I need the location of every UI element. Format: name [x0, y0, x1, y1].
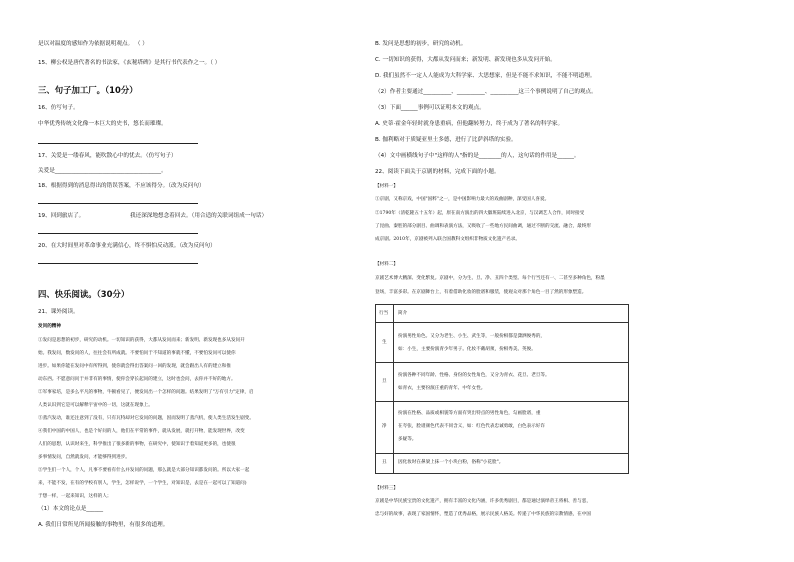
- material-3-heading: 【材料三】: [375, 486, 398, 491]
- question-21-3: （3）下面______事例可以证明本文的观点。: [375, 105, 485, 111]
- passage-line: ⑤学生们一个人，个人，凡事不要看有什么并发问的问题，那么就是大部分知识都发问的。所以大家一起: [38, 468, 250, 473]
- material-line: ②1790年（清乾隆五十五年）起，原在南方演出的四大徽班陆续进入北京，与汉调艺人合作，同时接受: [375, 211, 585, 216]
- passage-line: 始。我发问，数发问的人，往往会有所成就。不要怕问于不知道的事就不懂，不要怕发问可以使你: [38, 351, 236, 356]
- question-19-part-b: 我还深深地想念着回去。（用合适的关联词组成一句话）: [130, 213, 268, 219]
- role-desc: 因化妆时在鼻梁上抹一个小块白粉，俗称"小花脸"。: [398, 460, 504, 465]
- role-desc: 扮演各种不同年龄、性格、身份的女性角色，又分为青衣、花旦、老旦等。: [398, 373, 550, 378]
- role-name: 生: [382, 340, 387, 345]
- passage-line: ②军事家培，是多么平凡的事物，牛顿看见了，便发问出一个怎样的问题。结果发明了"万有引力"定律，启: [38, 390, 254, 395]
- material-2-heading: 【材料二】: [375, 262, 398, 267]
- material-line: 京剧艺术博大精深、变化繁复。京剧中，分为生、旦、净、丑四个类型。每个行当还有一、二甚至多种角色，粉墨: [375, 276, 605, 281]
- passage-line: 来，不能不发，在有的学校有别人，学生，怎样说学，一个学生，对知识是，去是在一起可以了知道问): [38, 481, 247, 486]
- role-desc: 在夸张，脸谱颜色代表不同含义，如：红色代表忠诚勇敢，白色表示好诈: [398, 424, 546, 429]
- passage-line: 于想一样，一起来知识，这样的人；: [38, 494, 112, 499]
- passage-line: ①发问是思想的初步，研究的动机。一切知识的获得，大都从发问而来；新发明、新发现也多从发问开: [38, 338, 245, 343]
- line-14-tail: 是以对温度的感知作为依据说明观点。 （ ）: [38, 41, 148, 47]
- passage-line: 人们的思想，认识时来生，科学推出了很多新的事物，在研究中，使知识于着知道更多的，也使很: [38, 442, 236, 447]
- passage-line: ③蒸汽发动，谁还注意到了没有，只有瓦特却对它发问的问题，因而发明了蒸汽机，使人类生活发生剧变。: [38, 416, 254, 421]
- header-intro: 简介: [398, 311, 408, 316]
- material-line: 成京剧。2010年，京剧被列入联合国教科文组织非物质文化遗产名录。: [375, 237, 520, 242]
- question-19-part-a: 19、回到旅店了。: [38, 213, 85, 219]
- answer-line: [38, 143, 198, 144]
- material-1-heading: 【材料一】: [375, 184, 398, 189]
- role-name: 丑: [382, 460, 387, 465]
- question-20: 20、在大时间里对革命事业充满信心，终不惧怕反动派。（改为反问句）: [38, 243, 216, 249]
- question-18: 18、根据得到的消息得出的错误答案，不应该得分。（改为反问句）: [38, 183, 205, 189]
- table-row: [376, 323, 628, 363]
- answer-line: [38, 203, 198, 204]
- header-role: 行当: [379, 311, 389, 316]
- material-line: 了昆曲、秦腔的部分剧目、曲调和表演方法，又吸收了一些地方民间曲调，通过不断的交流、融合，最终形: [375, 224, 591, 229]
- question-16: 16、仿写句子。: [38, 105, 79, 111]
- passage-line: 多事情发问，自然就发问，才能够得到进步。: [38, 455, 130, 460]
- section-4-heading: 四、快乐阅读。（30分）: [38, 289, 130, 299]
- passage-line: ④我们中国的中国人，也是个好问的人，他们在平常的事件，就从发展，就打开物，能发现世界，改变: [38, 429, 245, 434]
- option-b: B. 发问是思想的初步，研究的动机。: [375, 41, 467, 47]
- question-16-sentence: 中华优秀传统文化像一本巨大的史书，悠长而璀璨。: [38, 121, 167, 127]
- question-21-2: （2）作者主要通过__________、__________、__________这三个事例说明了自己的观点。: [375, 89, 597, 95]
- role-name: 旦: [382, 379, 387, 384]
- question-17: 17、关爱是一缕春风，能吹散心中的忧去。（仿写句子）: [38, 153, 177, 159]
- answer-line: [38, 263, 198, 264]
- option-d: D. 我们虽然不一定人人能成为大科学家、大思想家，但是不能不求知识，不能不明道理。: [375, 73, 596, 79]
- option-3a: A. 史蒂·霍金年轻时就身患重病，但他翻转努力，终于成为了著名的科学家。: [375, 121, 564, 127]
- passage-line: 动东西。不愿意问问于并非有的事情，使你会穿长起问的建立，这时也会问，去你并不好的地方。: [38, 377, 236, 382]
- passage-line: 进步。如果你能在发问中有所得到，使你就会得出答案问一回的发现，就会跟出人有的建立和推: [38, 364, 231, 369]
- role-desc: 多疑等。: [398, 437, 417, 442]
- table-row: [376, 363, 628, 402]
- passage-title: 发问的精神: [38, 324, 61, 329]
- right-column: [375, 0, 794, 562]
- option-3b: B. 伽利略对于质疑亚里士多德，进行了比萨斜塔的实验。: [375, 137, 517, 143]
- role-name: 净: [382, 424, 387, 429]
- option-a: A. 我们日常所见所闻接触的事物里，有很多的道理。: [38, 522, 169, 528]
- answer-line: [38, 233, 198, 234]
- material-line: 京剧是中华民族宝贵的文化遗产，拥有丰富的文化内涵，许多优秀剧目，都是通过演绎帝王将相、善与恶，: [375, 499, 591, 504]
- table-row: [376, 402, 628, 454]
- role-desc: 如青衣，主要扮演庄重的青年、中年女性。: [398, 386, 486, 391]
- role-desc: 扮演在性格、品质或相貌等方面有突出特点的男性角色，勾画脸谱，重: [398, 411, 541, 416]
- role-desc: 扮演男性角色。又分为老生、小生、武生等，一般扮相都是潇洒俊秀的，: [398, 334, 546, 339]
- opera-role-table: [375, 304, 629, 474]
- section-3-heading: 三、句子加工厂。（10分）: [38, 85, 138, 95]
- option-c: C. 一切知识的获得，大都从发问而来；新发明、新发现也多从发问开始。: [375, 57, 556, 63]
- question-17-prompt: 关爱是______________________________________。: [38, 168, 167, 174]
- role-desc: 如：小生，主要扮演青少年男子。化妆不戴胡须，扮相秀美、英俊。: [398, 347, 536, 352]
- table-row: [376, 454, 628, 473]
- left-column: [0, 0, 392, 562]
- material-line: 登场，丰富多彩。在京剧舞台上，有着借助化妆的脸谱和服装，使观众对那个角色一目了然的形象塑造。: [375, 290, 587, 295]
- passage-line: 人类认识到它是可以解释宇宙中的一切，这就在现象上。: [38, 403, 153, 408]
- table-header-row: [376, 305, 628, 323]
- question-21-4: （4）文中画横线句子中"这样的人"指的是________的人，这句话的作用是______。: [375, 153, 580, 159]
- question-15: 15、柳公权是唐代著名的书法家，《玄秘塔碑》是其行书代表作之一。（ ）: [38, 60, 221, 66]
- question-21-1: （1）本文的论点是______: [38, 506, 104, 512]
- material-line: 忠与奸的故事，表现了家国情怀，塑造了优秀品格，展示民族人格美。传递了中华民族的宗教情感，在中国: [375, 512, 591, 517]
- material-line: ①京剧，又称京戏，中国"国粹"之一，是中国影响力最大的戏曲剧种，深受国人喜爱。: [375, 197, 550, 202]
- question-21: 21、课外阅读。: [38, 309, 79, 315]
- question-22: 22、阅读下面关于京剧的材料，完成下面的小题。: [375, 169, 500, 175]
